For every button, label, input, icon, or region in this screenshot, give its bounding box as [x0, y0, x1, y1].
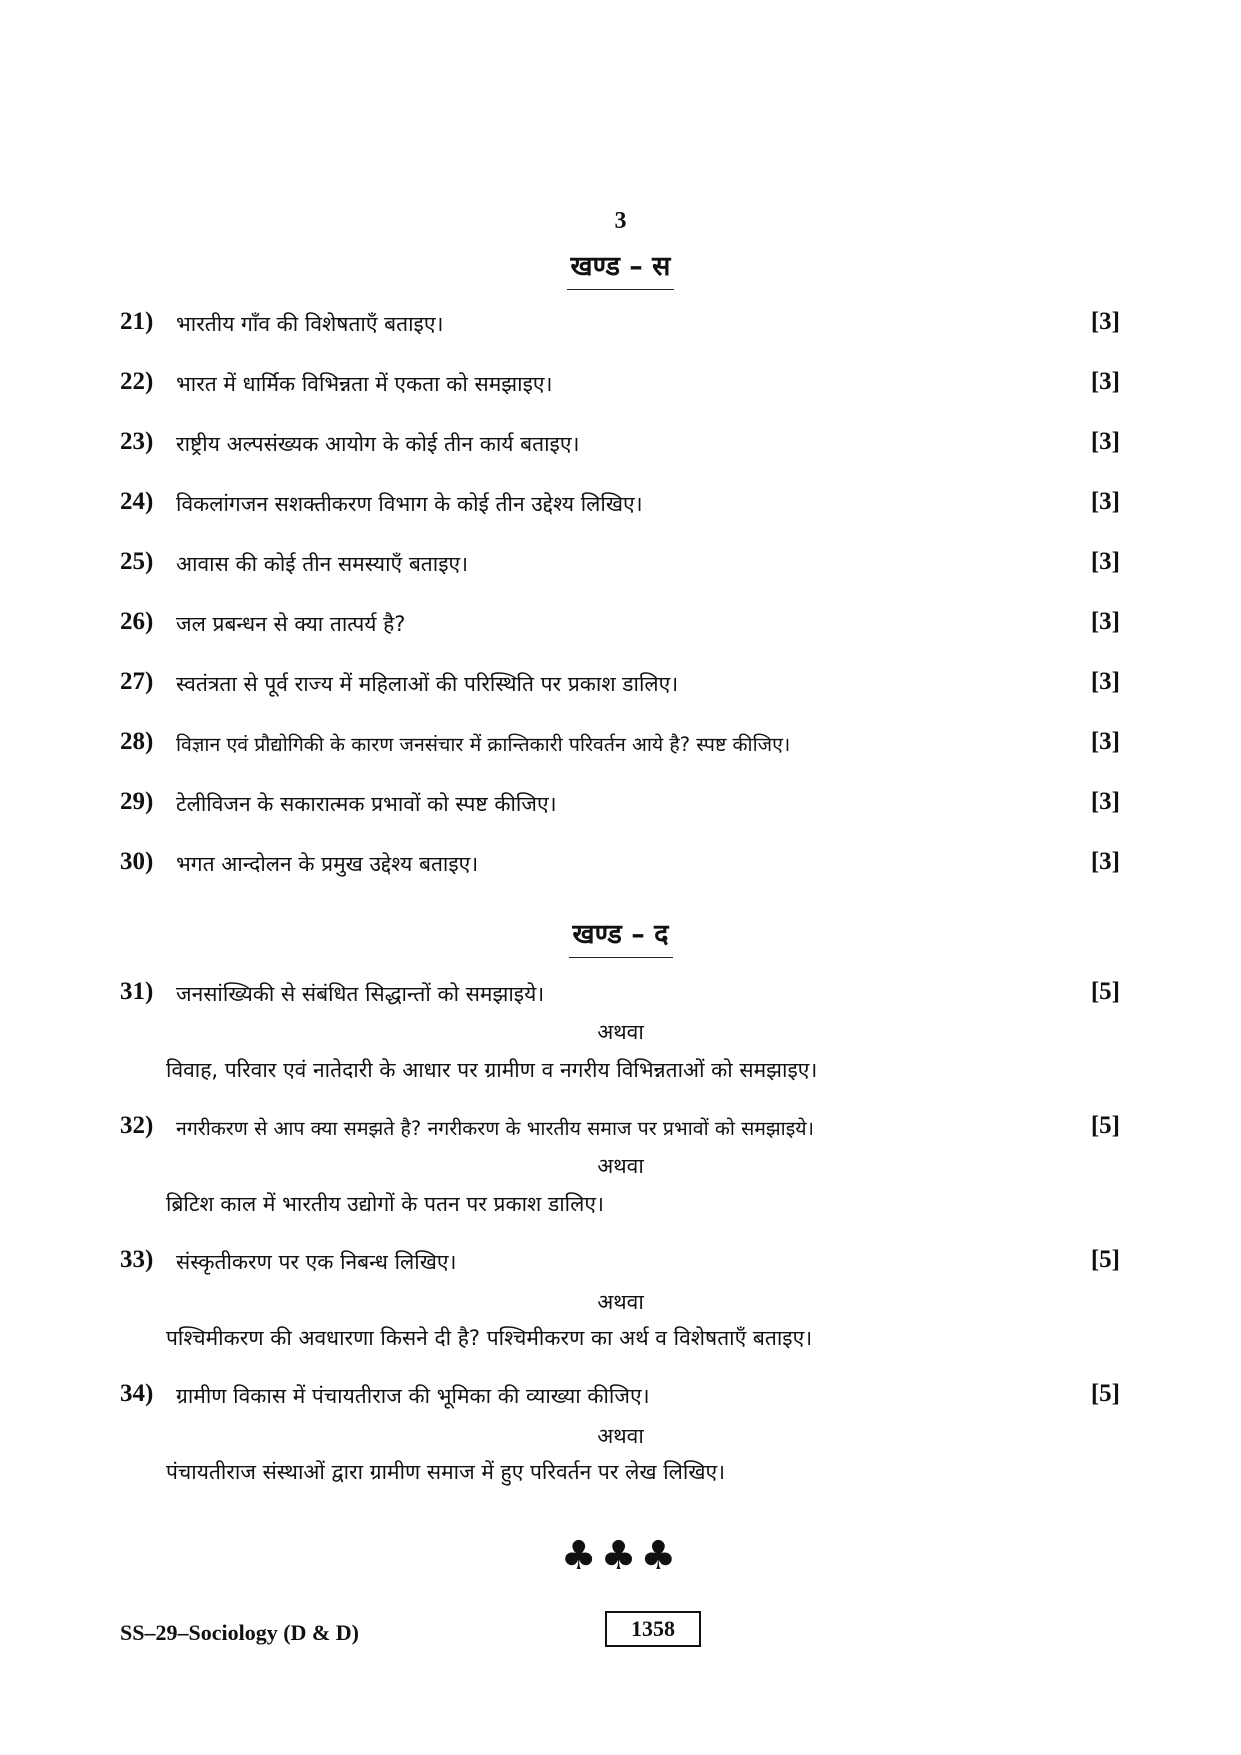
question-number: 31): [120, 978, 154, 1005]
question-marks: [3]: [1090, 848, 1120, 875]
alternative-question: पश्चिमीकरण की अवधारणा किसने दी है? पश्चिमीकरण का अर्थ व विशेषताएँ बताइए।: [166, 1326, 813, 1350]
question-marks: [3]: [1090, 488, 1120, 515]
section-c-heading: [0, 246, 1241, 290]
question-text: भारत में धार्मिक विभिन्नता में एकता को समझाइए।: [176, 372, 553, 396]
or-label: अथवा: [597, 1424, 644, 1448]
question-text: ग्रामीण विकास में पंचायतीराज की भूमिका की व्याख्या कीजिए।: [176, 1384, 650, 1408]
question-34: [120, 1380, 1120, 1420]
question-marks: [5]: [1090, 978, 1120, 1005]
section-d-heading: [0, 914, 1241, 958]
question-number: 21): [120, 308, 154, 335]
question-text: टेलीविजन के सकारात्मक प्रभावों को स्पष्ट कीजिए।: [176, 792, 557, 816]
question-25: [120, 548, 1120, 588]
question-number: 27): [120, 668, 154, 695]
question-number: 28): [120, 728, 154, 755]
alternative-question: विवाह, परिवार एवं नातेदारी के आधार पर ग्रामीण व नगरीय विभिन्नताओं को समझाइए।: [166, 1058, 818, 1082]
question-marks: [3]: [1090, 668, 1120, 695]
question-marks: [5]: [1090, 1246, 1120, 1273]
question-text: संस्कृतीकरण पर एक निबन्ध लिखिए।: [176, 1250, 457, 1274]
question-33: [120, 1246, 1120, 1286]
question-number: 29): [120, 788, 154, 815]
question-number: 33): [120, 1246, 154, 1273]
question-23: [120, 428, 1120, 468]
question-32: [120, 1112, 1120, 1152]
question-marks: [3]: [1090, 368, 1120, 395]
or-label: अथवा: [597, 1020, 644, 1044]
question-text: स्वतंत्रता से पूर्व राज्य में महिलाओं की परिस्थिति पर प्रकाश डालिए।: [176, 672, 679, 696]
paper-code: SS–29–Sociology (D & D): [120, 1620, 359, 1645]
section-c-title: खण्ड – स: [567, 246, 675, 290]
question-number: 30): [120, 848, 154, 875]
question-26: [120, 608, 1120, 648]
question-marks: [3]: [1090, 428, 1120, 455]
question-marks: [3]: [1090, 728, 1120, 755]
question-28: [120, 728, 1120, 768]
question-27: [120, 668, 1120, 708]
question-number: 26): [120, 608, 154, 635]
page-number: 3: [614, 208, 627, 234]
question-text: नगरीकरण से आप क्या समझते है? नगरीकरण के भारतीय समाज पर प्रभावों को समझाइये।: [176, 1117, 815, 1140]
question-31: [120, 978, 1120, 1018]
question-marks: [5]: [1090, 1112, 1120, 1139]
question-text: जनसांख्यिकी से संबंधित सिद्धान्तों को समझाइये।: [176, 982, 545, 1006]
question-24: [120, 488, 1120, 528]
question-number: 25): [120, 548, 154, 575]
question-marks: [3]: [1090, 608, 1120, 635]
question-text: जल प्रबन्धन से क्या तात्पर्य है?: [176, 612, 406, 636]
question-number: 34): [120, 1380, 154, 1407]
question-text: भगत आन्दोलन के प्रमुख उद्देश्य बताइए।: [176, 852, 479, 876]
question-text: आवास की कोई तीन समस्याएँ बताइए।: [176, 552, 469, 576]
question-marks: [3]: [1090, 548, 1120, 575]
clubs-ornament: ♣♣♣: [560, 1533, 681, 1579]
question-text: भारतीय गाँव की विशेषताएँ बताइए।: [176, 312, 444, 336]
paper-number-box: 1358: [605, 1611, 701, 1647]
alternative-question: ब्रिटिश काल में भारतीय उद्योगों के पतन पर प्रकाश डालिए।: [166, 1192, 604, 1216]
question-number: 24): [120, 488, 154, 515]
question-marks: [3]: [1090, 308, 1120, 335]
question-text: विकलांगजन सशक्तीकरण विभाग के कोई तीन उद्देश्य लिखिए।: [176, 492, 643, 516]
question-number: 23): [120, 428, 154, 455]
question-22: [120, 368, 1120, 408]
question-21: [120, 308, 1120, 348]
question-text: विज्ञान एवं प्रौद्योगिकी के कारण जनसंचार में क्रान्तिकारी परिवर्तन आये है? स्पष्ट कीजिए।: [176, 733, 791, 756]
question-text: राष्ट्रीय अल्पसंख्यक आयोग के कोई तीन कार्य बताइए।: [176, 432, 580, 456]
or-label: अथवा: [597, 1154, 644, 1178]
alternative-question: पंचायतीराज संस्थाओं द्वारा ग्रामीण समाज में हुए परिवर्तन पर लेख लिखिए।: [166, 1460, 726, 1484]
or-label: अथवा: [597, 1290, 644, 1314]
question-marks: [3]: [1090, 788, 1120, 815]
question-29: [120, 788, 1120, 828]
question-number: 32): [120, 1112, 154, 1139]
question-number: 22): [120, 368, 154, 395]
section-d-title: खण्ड – द: [569, 914, 673, 958]
question-30: [120, 848, 1120, 888]
question-marks: [5]: [1090, 1380, 1120, 1407]
